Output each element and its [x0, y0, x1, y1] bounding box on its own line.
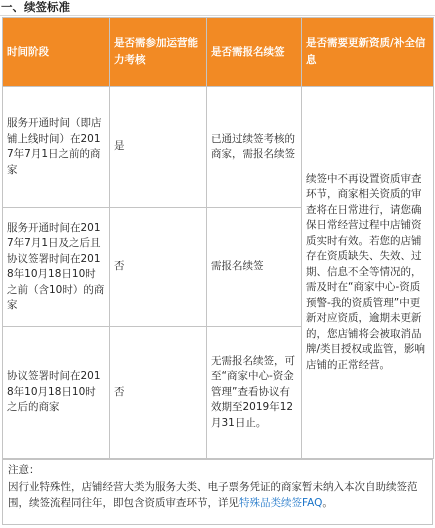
note-box: [2, 459, 433, 525]
title-divider: [0, 15, 435, 16]
cell-signup: 需报名续签: [207, 208, 302, 327]
header-assessment: 是否需参加运营能力考核: [110, 18, 207, 87]
cell-assessment: 是: [110, 87, 207, 208]
cell-signup: 已通过续签考核的商家，需报名续签: [207, 87, 302, 208]
renewal-standards-table: [2, 17, 434, 459]
section-title: 一、续签标准: [1, 0, 70, 14]
header-time-period: 时间阶段: [3, 18, 110, 87]
special-category-faq-link[interactable]: 特殊品类续签FAQ: [239, 497, 323, 509]
table-header-row: [3, 18, 434, 87]
cell-assessment: 否: [110, 327, 207, 459]
note-label: 注意：: [8, 464, 40, 476]
header-signup: 是否需报名续签: [207, 18, 302, 87]
cell-period: 服务开通时间在2017年7月1日及之后且协议签署时间在2018年10月18日10时之前（含10时）的商家: [3, 208, 110, 327]
note-suffix: 。: [322, 497, 333, 509]
header-update-info: 是否需要更新资质/补全信息: [302, 18, 434, 87]
cell-update-info: 续签中不再设置资质审查环节，商家相关资质的审查将在日常进行，请您确保日常经营过程中店铺资质实时有效。若您的店铺存在资质缺失、失效、过期、信息不全等情况的，需及时在“商家中心-资质预警-我的资质管理”中更新对应资质，逾期未更新的，您店铺将会被取消品牌/类目授权或监管，影响店铺的正常经营。: [302, 87, 434, 459]
table-row: [3, 87, 434, 208]
cell-assessment: 否: [110, 208, 207, 327]
cell-signup: 无需报名续签，可至“商家中心-资金管理”查看协议有效期至2019年12月31日止。: [207, 327, 302, 459]
cell-period: 服务开通时间（即店铺上线时间）在2017年7月1日之前的商家: [3, 87, 110, 208]
note-text: [8, 479, 427, 512]
cell-period: 协议签署时间在2018年10月18日10时之后的商家: [3, 327, 110, 459]
note-body: 因行业特殊性，店铺经营大类为服务大类、电子票务凭证的商家暂未纳入本次自助续签范围，续签流程同往年，即包含资质审查环节，详见: [8, 480, 418, 509]
